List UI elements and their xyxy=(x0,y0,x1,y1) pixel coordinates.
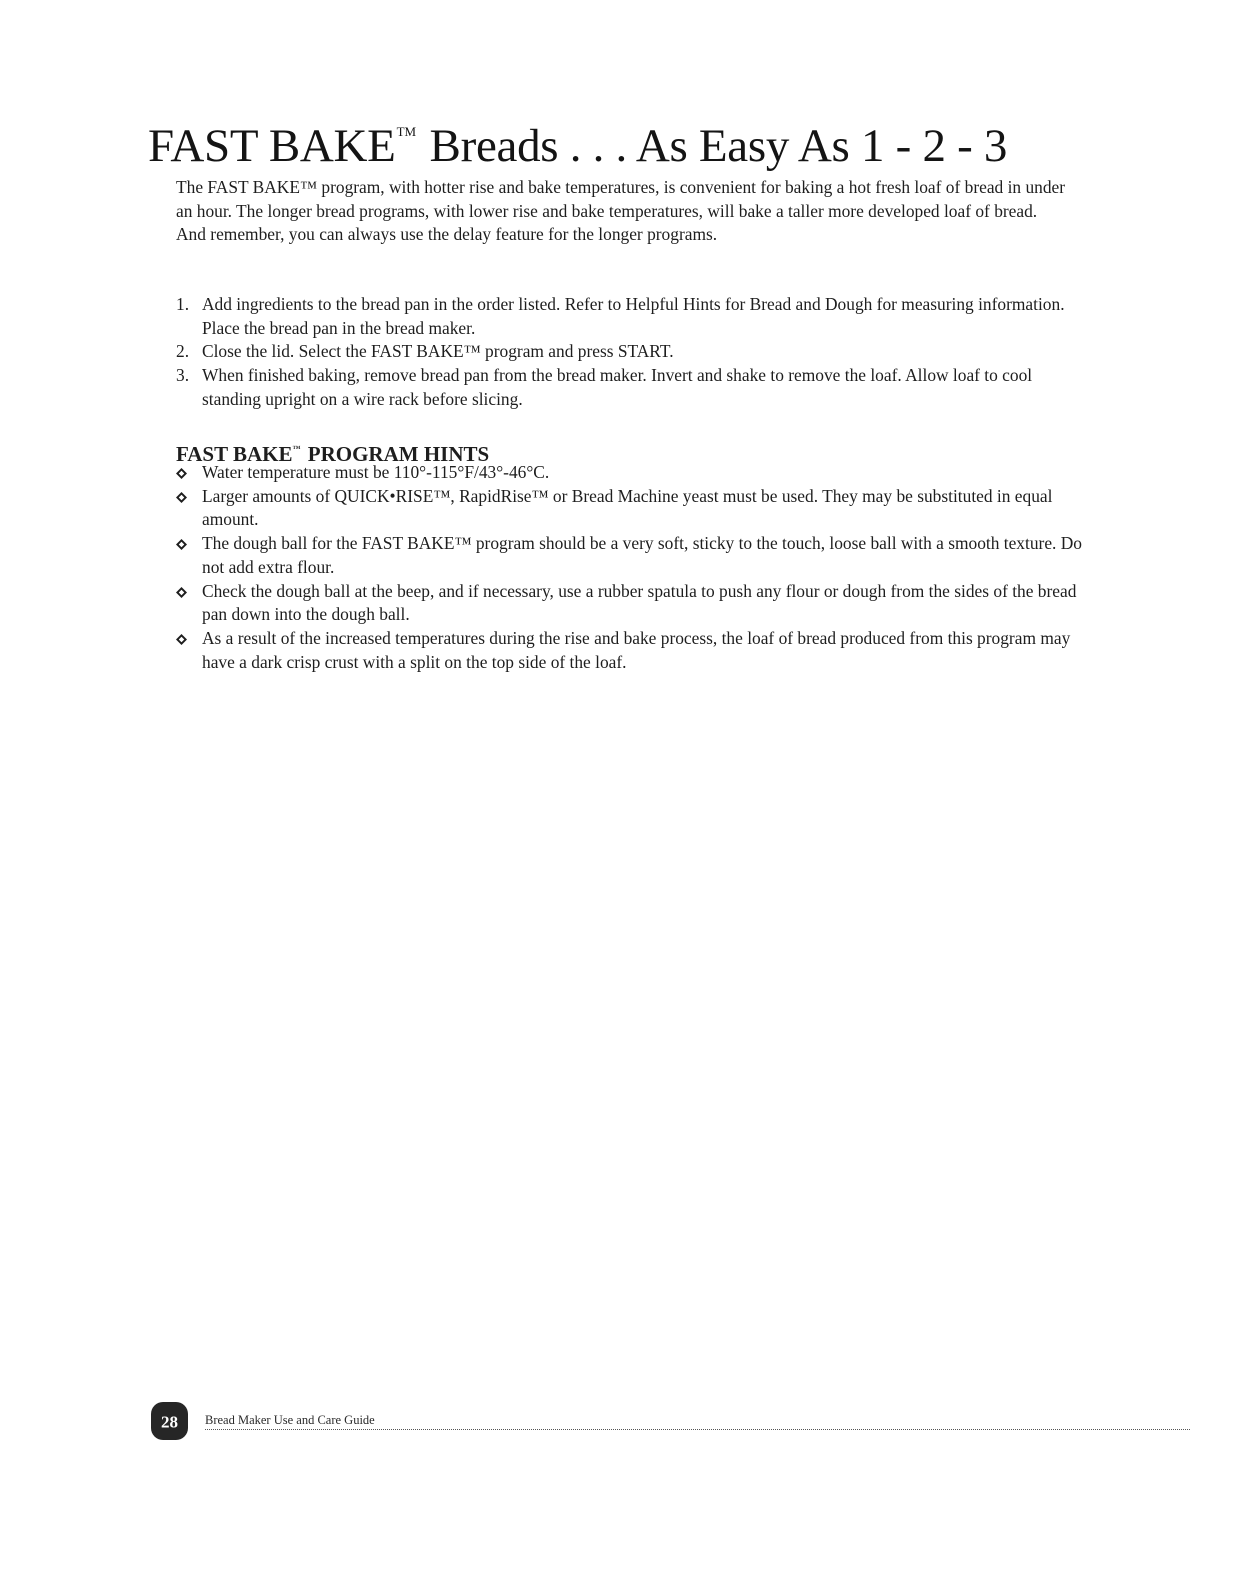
intro-paragraph: The FAST BAKE™ program, with hotter rise and bake temperatures, is convenient for baking a hot fresh loaf of bread in under an hour. The longer bread programs, with lower rise and bake temperatures, will bake a taller more developed loaf of bread. And remember, you can always use the delay feature for the longer programs. xyxy=(176,177,1066,245)
step-item xyxy=(176,293,1076,340)
diamond-bullet-icon xyxy=(176,492,187,503)
page-number: 28 xyxy=(161,1412,178,1432)
title-main: FAST BAKE xyxy=(148,120,396,172)
step-text: Close the lid. Select the FAST BAKE™ program and press START. xyxy=(202,341,674,362)
hints-heading-rest: PROGRAM HINTS xyxy=(307,442,490,466)
step-item xyxy=(176,364,1076,411)
hints-list xyxy=(176,461,1086,674)
steps-list xyxy=(176,293,1076,412)
page-number-badge-icon xyxy=(151,1402,188,1440)
hints-heading-trademark: ™ xyxy=(292,444,301,453)
guide-title: Bread Maker Use and Care Guide xyxy=(205,1413,375,1427)
step-text: Add ingredients to the bread pan in the order listed. Refer to Helpful Hints for Bread and Dough for measuring information. Place the bread pan in the bread maker. xyxy=(202,294,1065,338)
diamond-bullet-icon xyxy=(176,634,187,645)
title-trademark: TM xyxy=(396,124,417,139)
step-number: 3. xyxy=(176,365,190,386)
hint-item xyxy=(176,461,1086,485)
diamond-bullet-icon xyxy=(176,587,187,598)
hint-item xyxy=(176,627,1086,674)
hint-item xyxy=(176,532,1086,579)
title-rest: Breads . . . As Easy As 1 - 2 - 3 xyxy=(429,120,1008,172)
hint-text: Check the dough ball at the beep, and if necessary, use a rubber spatula to push any flour or dough from the sides of the bread pan down into the dough ball. xyxy=(202,580,1077,625)
hint-text: As a result of the increased temperatures during the rise and bake process, the loaf of bread produced from this program may have a dark crisp crust with a split on the top side of the loaf. xyxy=(202,627,1071,672)
hint-text: The dough ball for the FAST BAKE™ program should be a very soft, sticky to the touch, loose ball with a smooth texture. Do not add extra flour. xyxy=(202,533,1082,577)
hint-item xyxy=(176,580,1086,627)
step-number: 1. xyxy=(176,294,190,314)
hint-text: Water temperature must be 110°-115°F/43°-46°C. xyxy=(202,462,550,482)
hints-heading-main: FAST BAKE xyxy=(176,442,293,466)
diamond-bullet-icon xyxy=(176,539,187,550)
step-item xyxy=(176,340,1076,364)
step-text: When finished baking, remove bread pan from the bread maker. Invert and shake to remove the loaf. Allow loaf to cool standing upright on a wire rack before slicing. xyxy=(202,365,1033,409)
page-title xyxy=(148,104,1007,174)
page-number-badge xyxy=(151,1402,188,1440)
diamond-bullet-icon xyxy=(176,468,187,479)
step-number: 2. xyxy=(176,341,190,362)
hint-text: Larger amounts of QUICK•RISE™, RapidRise™ or Bread Machine yeast must be used. They may be substituted in equal amount. xyxy=(202,485,1053,530)
hint-item xyxy=(176,485,1086,532)
footer-dotted-rule xyxy=(205,1429,1190,1430)
